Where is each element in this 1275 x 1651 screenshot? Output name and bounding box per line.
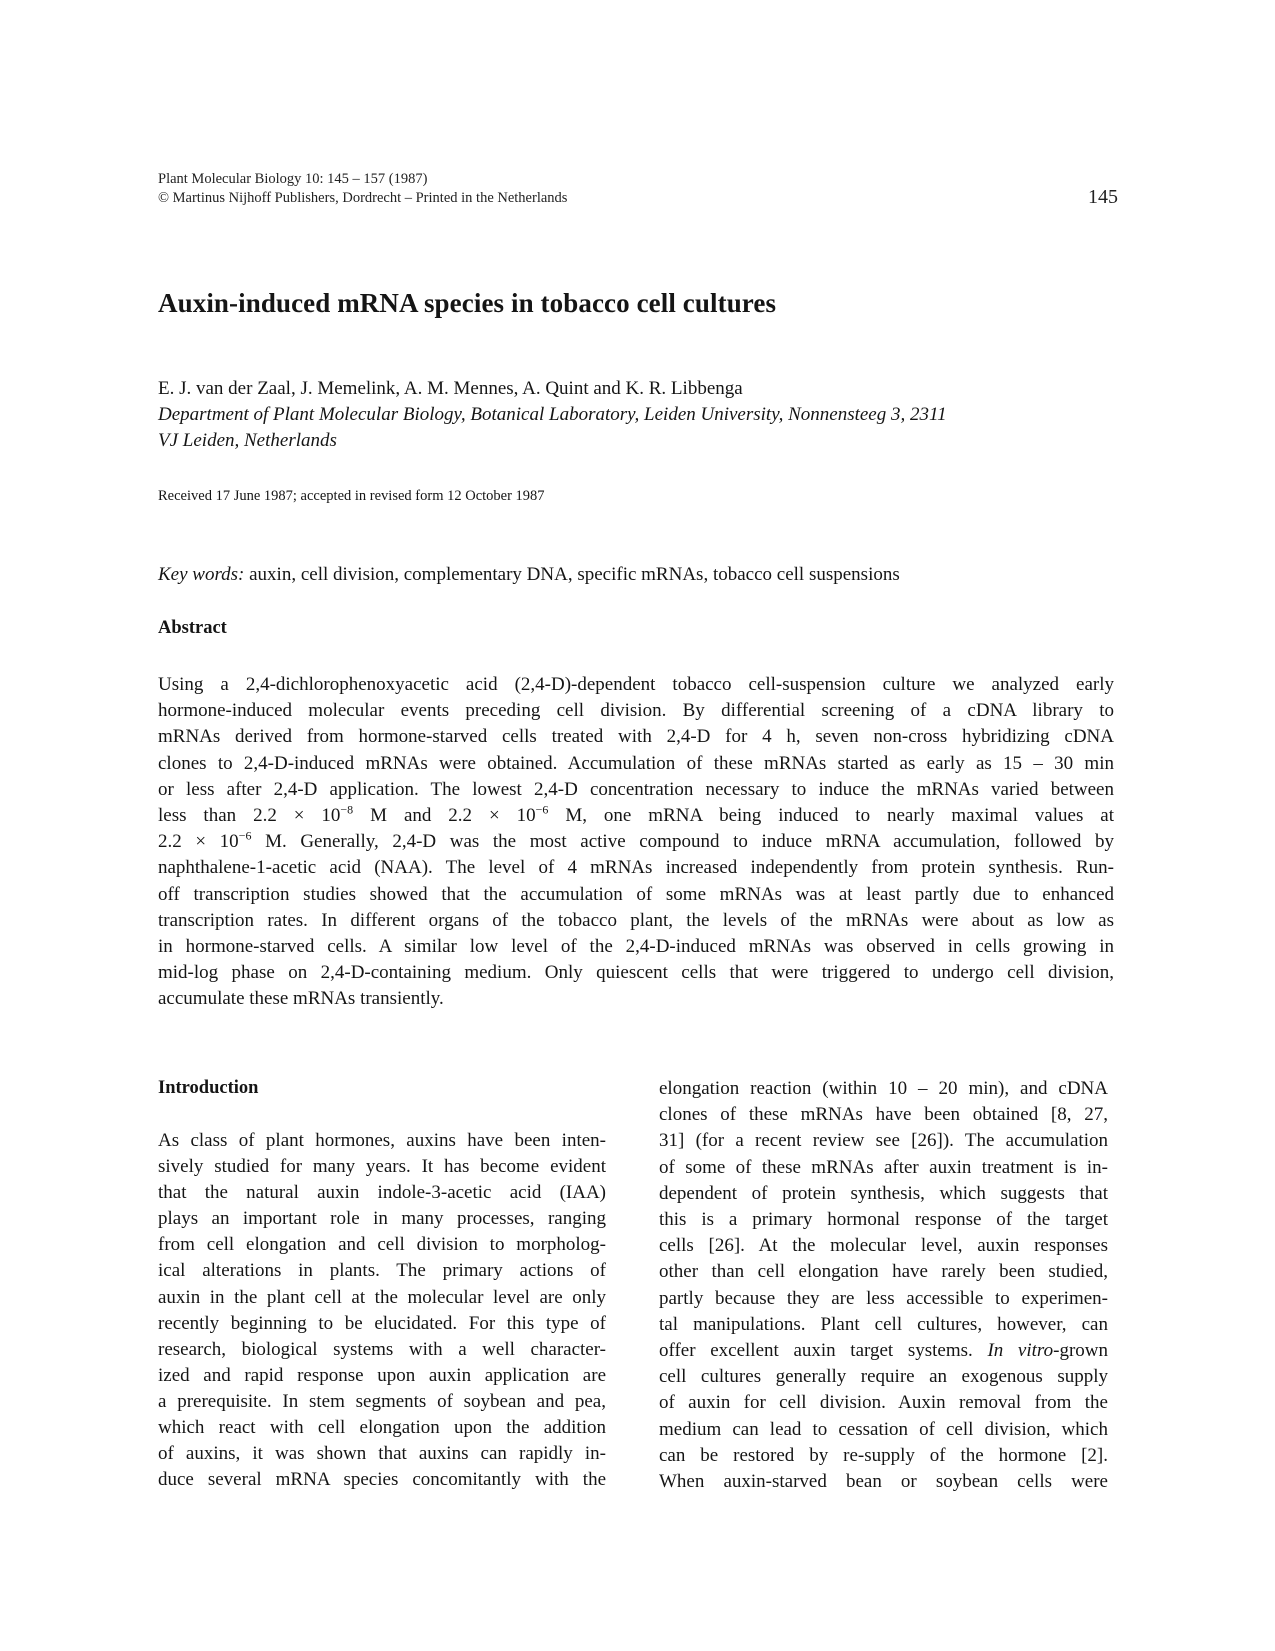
affiliation	[158, 402, 1088, 454]
intro-line: this is a primary hormonal response of the target	[659, 1209, 1108, 1231]
abstract-line: in hormone-starved cells. A similar low level of the 2,4-D-induced mRNAs was observed in cells growing in	[158, 936, 1114, 958]
intro-line: cells [26]. At the molecular level, auxin responses	[659, 1235, 1108, 1257]
intro-text-segment: -grown	[1053, 1340, 1109, 1362]
introduction-right-column	[659, 1076, 1108, 1495]
abstract-text-segment: less than 2.2 × 10	[158, 805, 341, 827]
intro-line: which react with cell elongation upon the addition	[158, 1417, 606, 1439]
abstract-line: Using a 2,4-dichlorophenoxyacetic acid (2,4-D)-dependent tobacco cell-suspension culture we analyzed early	[158, 674, 1114, 695]
intro-line: other than cell elongation have rarely been studied,	[659, 1261, 1108, 1283]
abstract-line: clones to 2,4-D-induced mRNAs were obtained. Accumulation of these mRNAs started as early as 15 – 30 min	[158, 752, 1114, 774]
intro-line: dependent of protein synthesis, which suggests that	[659, 1182, 1108, 1204]
abstract-text-segment: M and 2.2 × 10	[353, 805, 536, 827]
abstract-line: mRNAs derived from hormone-starved cells treated with 2,4-D for 4 h, seven non-cross hybridizing cDNA	[158, 726, 1114, 748]
abstract-text-segment: M, one mRNA being induced to nearly maximal values at	[548, 805, 1114, 827]
intro-line: cell cultures generally require an exogenous supply	[659, 1366, 1108, 1388]
journal-line-1: Plant Molecular Biology 10: 145 – 157 (1987)	[158, 171, 428, 187]
abstract-line: off transcription studies showed that the accumulation of some mRNAs was at least partly due to enhanced	[158, 883, 1114, 905]
journal-line-2: © Martinus Nijhoff Publishers, Dordrecht – Printed in the Netherlands	[158, 190, 568, 206]
abstract-line: hormone-induced molecular events preceding cell division. By differential screening of a cDNA library to	[158, 700, 1114, 722]
abstract-line: mid-log phase on 2,4-D-containing medium. Only quiescent cells that were triggered to undergo cell division,	[158, 962, 1114, 984]
received-dates: Received 17 June 1987; accepted in revised form 12 October 1987	[158, 488, 545, 504]
intro-line: of some of these mRNAs after auxin treatment is in-	[659, 1156, 1108, 1178]
intro-line-italic	[659, 1338, 1108, 1364]
intro-line: 31] (for a recent review see [26]). The accumulation	[659, 1130, 1108, 1152]
introduction-left-column	[158, 1128, 606, 1493]
intro-line: ical alterations in plants. The primary actions of	[158, 1260, 606, 1282]
intro-text-segment: offer excellent auxin target systems.	[659, 1340, 988, 1362]
intro-line: a prerequisite. In stem segments of soybean and pea,	[158, 1390, 606, 1412]
intro-line: When auxin-starved bean or soybean cells were	[659, 1471, 1108, 1493]
abstract-line: or less after 2,4-D application. The lowest 2,4-D concentration necessary to induce the mRNAs varied between	[158, 778, 1114, 800]
intro-line: of auxin for cell division. Auxin removal from the	[659, 1392, 1108, 1414]
intro-line: tal manipulations. Plant cell cultures, however, can	[659, 1313, 1108, 1335]
intro-line: that the natural auxin indole-3-acetic acid (IAA)	[158, 1182, 606, 1204]
abstract-text-segment: 2.2 × 10	[158, 831, 239, 853]
intro-line: recently beginning to be elucidated. For this type of	[158, 1312, 606, 1334]
exponent: −6	[238, 828, 252, 843]
keywords-text: auxin, cell division, complementary DNA, specific mRNAs, tobacco cell suspensions	[244, 564, 900, 585]
italic-term: In vitro	[987, 1340, 1054, 1362]
exponent: −8	[340, 802, 354, 817]
intro-line: plays an important role in many processes, ranging	[158, 1208, 606, 1230]
intro-line: research, biological systems with a well character-	[158, 1338, 606, 1360]
abstract-heading: Abstract	[158, 618, 227, 638]
intro-line: auxin in the plant cell at the molecular level are only	[158, 1286, 606, 1308]
abstract-line: accumulate these mRNAs transiently.	[158, 988, 444, 1010]
journal-citation	[158, 170, 567, 208]
intro-line: As class of plant hormones, auxins have been inten-	[158, 1130, 606, 1151]
intro-line: of auxins, it was shown that auxins can rapidly in-	[158, 1443, 606, 1465]
author-list: E. J. van der Zaal, J. Memelink, A. M. Mennes, A. Quint and K. R. Libbenga	[158, 378, 743, 399]
affiliation-line-2: VJ Leiden, Netherlands	[158, 430, 337, 451]
keywords-label: Key words:	[158, 564, 245, 585]
abstract-line: transcription rates. In different organs of the tobacco plant, the levels of the mRNAs were about as low as	[158, 909, 1114, 931]
intro-line: ized and rapid response upon auxin application are	[158, 1364, 606, 1386]
abstract-line-exponent	[158, 829, 1114, 855]
abstract-body	[158, 672, 1114, 1013]
abstract-line: naphthalene-1-acetic acid (NAA). The level of 4 mRNAs increased independently from protein synthesis. Run-	[158, 857, 1114, 879]
intro-line: duce several mRNA species concomitantly with the	[158, 1469, 606, 1491]
intro-line: sively studied for many years. It has become evident	[158, 1156, 606, 1178]
intro-line: from cell elongation and cell division to morpholog-	[158, 1234, 606, 1256]
abstract-text-segment: M. Generally, 2,4-D was the most active compound to induce mRNA accumulation, followed by	[251, 831, 1114, 853]
introduction-heading: Introduction	[158, 1078, 259, 1098]
abstract-line-exponents	[158, 803, 1114, 829]
intro-line: medium can lead to cessation of cell division, which	[659, 1418, 1108, 1440]
intro-line: can be restored by re-supply of the hormone [2].	[659, 1444, 1108, 1466]
page-number: 145	[1088, 186, 1118, 208]
intro-line: partly because they are less accessible to experimen-	[659, 1287, 1108, 1309]
exponent: −6	[535, 802, 549, 817]
affiliation-line-1: Department of Plant Molecular Biology, Botanical Laboratory, Leiden University, Nonnensteeg 3, 2311	[158, 404, 947, 425]
keywords	[158, 564, 900, 586]
intro-line: elongation reaction (within 10 – 20 min), and cDNA	[659, 1078, 1108, 1099]
article-title: Auxin-induced mRNA species in tobacco cell cultures	[158, 288, 777, 318]
intro-line: clones of these mRNAs have been obtained [8, 27,	[659, 1104, 1108, 1126]
